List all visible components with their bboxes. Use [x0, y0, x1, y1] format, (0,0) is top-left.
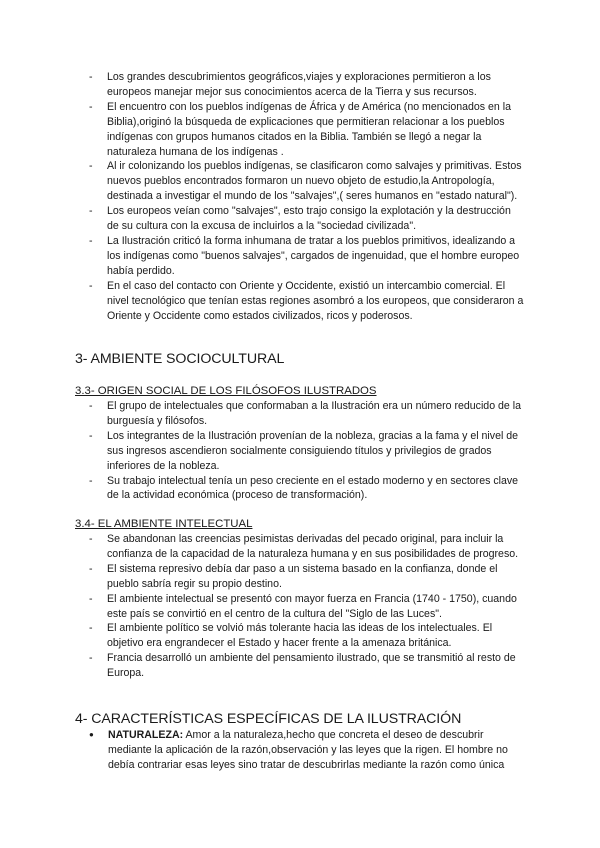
list-item: - Francia desarrolló un ambiente del pensamiento ilustrado, que se transmitió al resto de Europa. [0, 651, 600, 681]
intro-list [0, 70, 600, 323]
section-4-heading: 4- CARACTERÍSTICAS ESPECÍFICAS DE LA ILUSTRACIÓN [75, 711, 462, 727]
list-item: - El grupo de intelectuales que conformaban a la Ilustración era un número reducido de la burguesía y filósofos. [0, 399, 600, 429]
list-item: - La Ilustración criticó la forma inhumana de tratar a los pueblos primitivos, idealizando a los indígenas como "buenos salvajes", cargados de ingenuidad, que el hombre europeo había perdido. [0, 234, 600, 279]
list-item: - El encuentro con los pueblos indígenas de África y de América (no mencionados en la Biblia),originó la búsqueda de explicaciones que permitieran relacionar a los pueblos indígenas con grupos humanos citados en la Biblia. También se llegó a negar la naturaleza humana de los indígenas . [0, 100, 600, 160]
item-keyword: NATURALEZA: [108, 729, 184, 741]
list-item: - El ambiente político se volvió más tolerante hacia las ideas de los intelectuales. El objetivo era engrandecer el Estado y hacer frente a la amenaza británica. [0, 621, 600, 651]
section-4-list-block [0, 728, 600, 773]
section-3-3-list [0, 399, 600, 503]
section-3-4-list-block [0, 532, 600, 681]
list-item [0, 728, 600, 773]
section-3-3-list-block [0, 399, 600, 503]
section-3-4-heading: 3.4- EL AMBIENTE INTELECTUAL [75, 518, 253, 530]
list-item: - Al ir colonizando los pueblos indígenas, se clasificaron como salvajes y primitivas. Estos nuevos pueblos encontrados formaron un nuevo objeto de estudio,la Antropología, destinada a investigar el mundo de los "salvajes",( seres humanos en "estado natural"). [0, 159, 600, 204]
section-3-heading: 3- AMBIENTE SOCIOCULTURAL [75, 351, 285, 367]
list-item: - El ambiente intelectual se presentó con mayor fuerza en Francia (1740 - 1750), cuando este país se convirtió en el centro de la cultura del "Siglo de las Luces". [0, 592, 600, 622]
item-text: Amor a la naturaleza,hecho que concreta el deseo de descubrir mediante la aplicación de la razón,observación y las leyes que la rigen. El hombre no debía contrariar esas leyes sino tratar de descubrirlas mediante la razón como única [108, 729, 508, 771]
list-item: - Los grandes descubrimientos geográficos,viajes y exploraciones permitieron a los europeos manejar mejor sus conocimientos acerca de la Tierra y sus recursos. [0, 70, 600, 100]
intro-list-block [0, 70, 600, 323]
list-item: - En el caso del contacto con Oriente y Occidente, existió un intercambio comercial. El nivel tecnológico que tenían estas regiones asombró a los europeos, que consideraron a Oriente y Occidente como estados civilizados, ricos y poderosos. [0, 279, 600, 324]
section-4-list [0, 728, 600, 773]
section-3-3-heading: 3.3- ORIGEN SOCIAL DE LOS FILÓSOFOS ILUSTRADOS [75, 385, 377, 397]
list-item: - Su trabajo intelectual tenía un peso creciente en el estado moderno y en sectores clave de la actividad económica (proceso de transformación). [0, 474, 600, 504]
list-item: - El sistema represivo debía dar paso a un sistema basado en la confianza, donde el pueblo sabría regir su propio destino. [0, 562, 600, 592]
list-item: - Los integrantes de la Ilustración provenían de la nobleza, gracias a la fama y el nivel de sus ingresos ascendieron socialmente consiguiendo títulos y privilegios de grados inferiores de la nobleza. [0, 429, 600, 474]
list-item: - Los europeos veían como "salvajes", esto trajo consigo la explotación y la destrucción de su cultura con la excusa de incluirlos a la "sociedad civilizada". [0, 204, 600, 234]
section-3-4-list [0, 532, 600, 681]
list-item: - Se abandonan las creencias pesimistas derivadas del pecado original, para incluir la confianza de la capacidad de la naturaleza humana y en sus posibilidades de progreso. [0, 532, 600, 562]
